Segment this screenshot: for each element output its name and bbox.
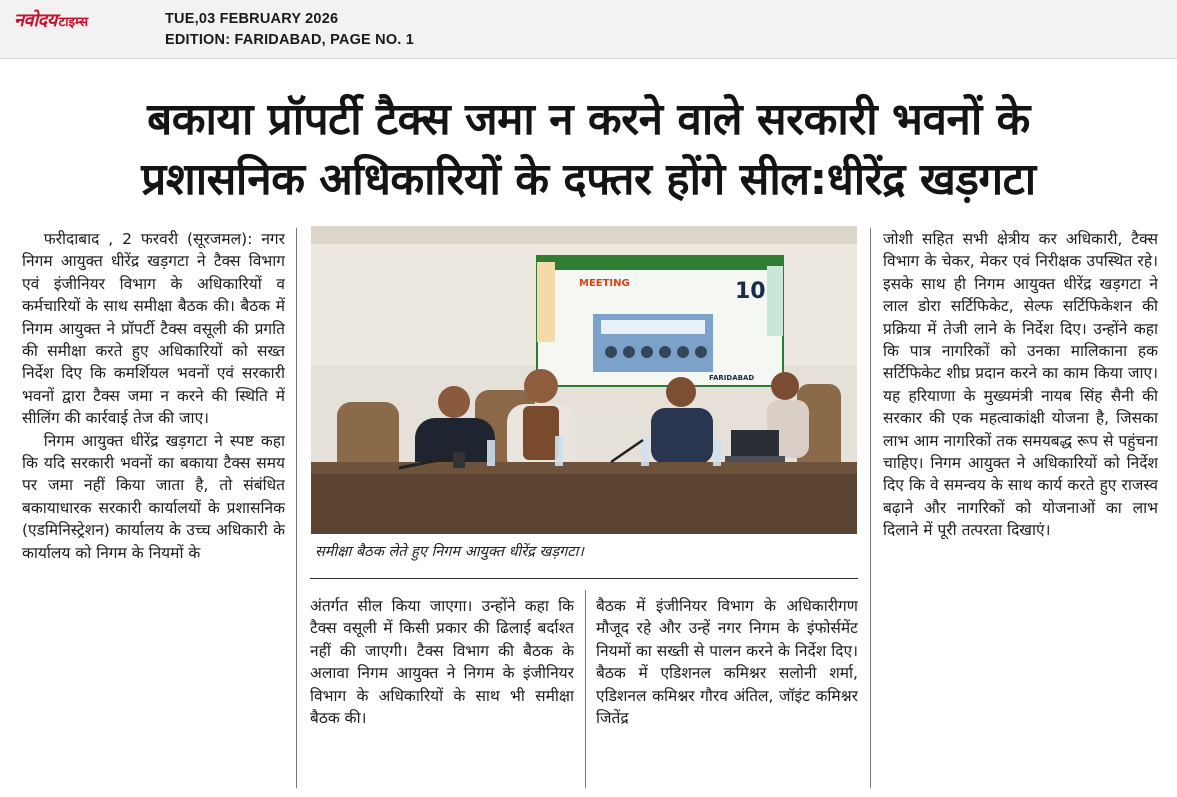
article-column-1	[22, 228, 285, 790]
caption-rule	[310, 578, 858, 579]
banner-heading: MEETING	[579, 278, 630, 289]
headline-line-1: बकाया प्रॉपर्टी टैक्स जमा न करने वाले सरकारी भवनों के	[147, 94, 1030, 145]
column-divider-2	[585, 590, 586, 788]
column-3-text: बैठक में इंजीनियर विभाग के अधिकारीगण मौजूद रहे और उन्हें नगर निगम के इंफोर्समेंट नियमों का सख्ती से पालन करने के निर्देश दिए। बैठक में एडिशनल कमिश्नर सलोनी शर्मा, एडिशनल कमिश्नर गौरव अंतिल, जॉइंट कमिश्नर जितेंद्र	[596, 597, 858, 728]
article-headline	[0, 90, 1177, 210]
header-bar	[0, 0, 1177, 59]
column-1-paragraph-1: फरीदाबाद , 2 फरवरी (सूरजमल): नगर निगम आयुक्त धीरेंद्र खड़गटा ने टैक्स विभाग एवं इंजीनियर विभाग के अधिकारियों व कर्मचारियों के साथ समीक्षा बैठक की। बैठक में निगम आयुक्त ने प्रॉपर्टी टैक्स वसूली की प्रगति की समीक्षा करते हुए अधिकारियों को सख्त निर्देश दिए कि कमर्शियल भवनों एवं सरकारी भवनों द्वारा टैक्स जमा न करने की स्थिति में सीलिंग की कार्रवाई तेज की जाए।	[22, 230, 285, 428]
article-column-2	[310, 595, 574, 790]
article-column-4	[883, 228, 1158, 790]
logo-sub: टाइम्स	[58, 15, 88, 30]
banner-place: FARIDABAD	[709, 374, 755, 382]
meeting-photo-illustration	[311, 226, 857, 534]
column-4-text: जोशी सहित सभी क्षेत्रीय कर अधिकारी, टैक्स विभाग के चेकर, मेकर एवं निरीक्षक उपस्थित रहे। इसके साथ ही निगम आयुक्त धीरेंद्र खड़गटा ने लाल डोरा सर्टिफिकेट, सेल्फ सर्टिफिकेशन की प्रक्रिया में तेजी लाने के निर्देश दिए। उन्होंने कहा कि पात्र नागरिकों को उनका मालिकाना हक सर्टिफिकेट शीघ्र प्रदान करने का काम किया जाए। यह हरियाणा के मुख्यमंत्री नायब सिंह सैनी की सरकार की एक महत्वाकांक्षी योजना है, जिसका लाभ आम नागरिकों तक समयबद्ध रूप से पहुंचना चाहिए। निगम आयुक्त ने अधिकारियों को निर्देश दिए कि वे समन्वय के साथ कार्य करते हुए राजस्व बढ़ाने और नागरिकों को योजनाओं का लाभ दिलाने में पूरी तत्परता दिखाएं।	[883, 230, 1158, 540]
column-divider-1	[296, 228, 297, 788]
article-photo	[311, 226, 857, 534]
edition-info: EDITION: FARIDABAD, PAGE NO. 1	[165, 32, 415, 48]
issue-date: TUE,03 FEBRUARY 2026	[165, 11, 339, 27]
column-divider-3	[870, 228, 871, 788]
logo-name: नवोदय	[14, 10, 57, 31]
photo-caption: समीक्षा बैठक लेते हुए निगम आयुक्त धीरेंद्र खड़गटा।	[315, 544, 584, 560]
banner-badge: 10	[735, 279, 766, 304]
headline-line-2: प्रशासनिक अधिकारियों के दफ्तर होंगे सील:धीरेंद्र खड़गटा	[141, 154, 1036, 205]
publication-logo	[14, 8, 88, 30]
column-1-paragraph-2: निगम आयुक्त धीरेंद्र खड़गटा ने स्पष्ट कहा कि यदि सरकारी भवनों का बकाया टैक्स समय पर जमा नहीं किया जाता है, तो संबंधित बकायाधारक सरकारी कार्यालयों के प्रशासनिक (एडमिनिस्ट्रेशन) कार्यालय के उच्च अधिकारी के कार्यालय को निगम के नियमों के	[22, 431, 285, 562]
wall-banner	[537, 256, 783, 386]
edition-meta	[165, 9, 414, 51]
article-column-3	[596, 595, 858, 790]
column-2-text: अंतर्गत सील किया जाएगा। उन्होंने कहा कि टैक्स वसूली में किसी प्रकार की ढिलाई बर्दाश्त नहीं की जाएगी। टैक्स विभाग की बैठक के अलावा निगम आयुक्त ने निगम के इंजीनियर विभाग के अधिकारियों के साथ भी समीक्षा बैठक की।	[310, 597, 574, 728]
